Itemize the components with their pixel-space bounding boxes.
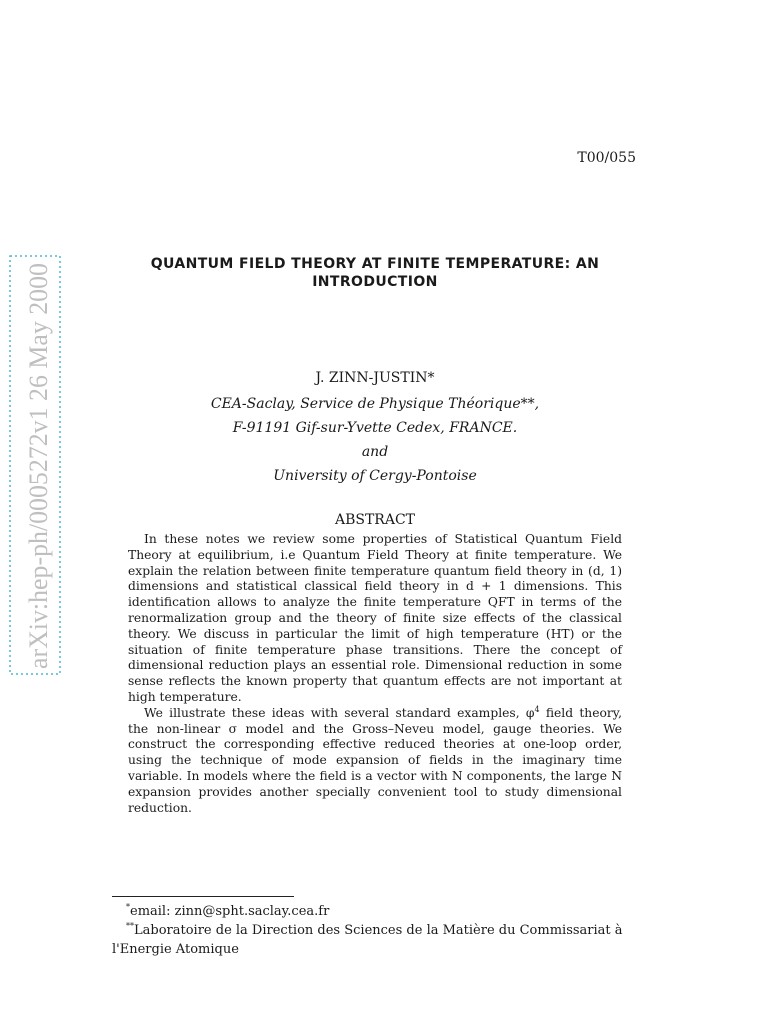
author-name: J. ZINN-JUSTIN* <box>315 370 435 386</box>
footnote-2 <box>112 921 640 959</box>
abstract-body <box>128 532 622 816</box>
footnote-2-mark: ** <box>126 921 134 931</box>
footnote-2-text: Laboratoire de la Direction des Sciences de la Matière du Commissariat à l'Energie Atomique <box>112 923 623 957</box>
title-line-1: QUANTUM FIELD THEORY AT FINITE TEMPERATURE: AN <box>150 256 600 272</box>
footnote-1 <box>112 902 640 921</box>
affiliation-line-3: University of Cergy-Pontoise <box>273 468 477 484</box>
footnote-1-mark: * <box>126 902 130 912</box>
paper-title <box>110 255 640 291</box>
abstract-p2-start: We illustrate these ideas with several standard examples, φ <box>144 705 535 720</box>
footnotes <box>112 902 640 959</box>
abstract-p2-rest: field theory, the non-linear σ model and the Gross–Neveu model, gauge theories. We construct the corresponding effective reduced theories at one-loop order, using the technique of mode expansion of fields in the imaginary time variable. In models where the field is a vector with N components, the large N expansion provides another specially convenient tool to study dimensional reduction. <box>128 705 622 815</box>
title-line-2: INTRODUCTION <box>312 274 438 290</box>
abstract-paragraph-1: In these notes we review some properties of Statistical Quantum Field Theory at equilibrium, i.e Quantum Field Theory at finite temperature. We explain the relation between finite temperature quantum field theory in (d, 1) dimensions and statistical classical field theory in d + 1 dimensions. This identification allows to analyze the finite temperature QFT in terms of the renormalization group and the theory of finite size effects of the classical theory. We discuss in particular the limit of high temperature (HT) or the situation of finite temperature phase transitions. There the concept of dimensional reduction plays an essential role. Dimensional reduction in some sense reflects the known property that quantum effects are not important at high temperature. <box>128 532 622 704</box>
abstract-p2-superscript: 4 <box>534 704 540 714</box>
footnote-1-text: email: zinn@spht.saclay.cea.fr <box>130 904 330 919</box>
affiliation-conjunction: and <box>361 444 389 460</box>
abstract-heading: ABSTRACT <box>334 512 416 528</box>
report-number: T00/055 <box>577 150 636 166</box>
arxiv-stamp <box>9 255 61 675</box>
abstract-paragraph-2 <box>128 706 622 817</box>
arxiv-stamp-text: arXiv:hep-ph/0005272v1 26 May 2000 <box>24 260 53 669</box>
affiliation-line-1: CEA-Saclay, Service de Physique Théorique**, <box>210 396 540 412</box>
author-block <box>110 366 640 488</box>
affiliation-line-2: F-91191 Gif-sur-Yvette Cedex, FRANCE. <box>232 420 518 436</box>
footnote-rule <box>112 896 294 897</box>
